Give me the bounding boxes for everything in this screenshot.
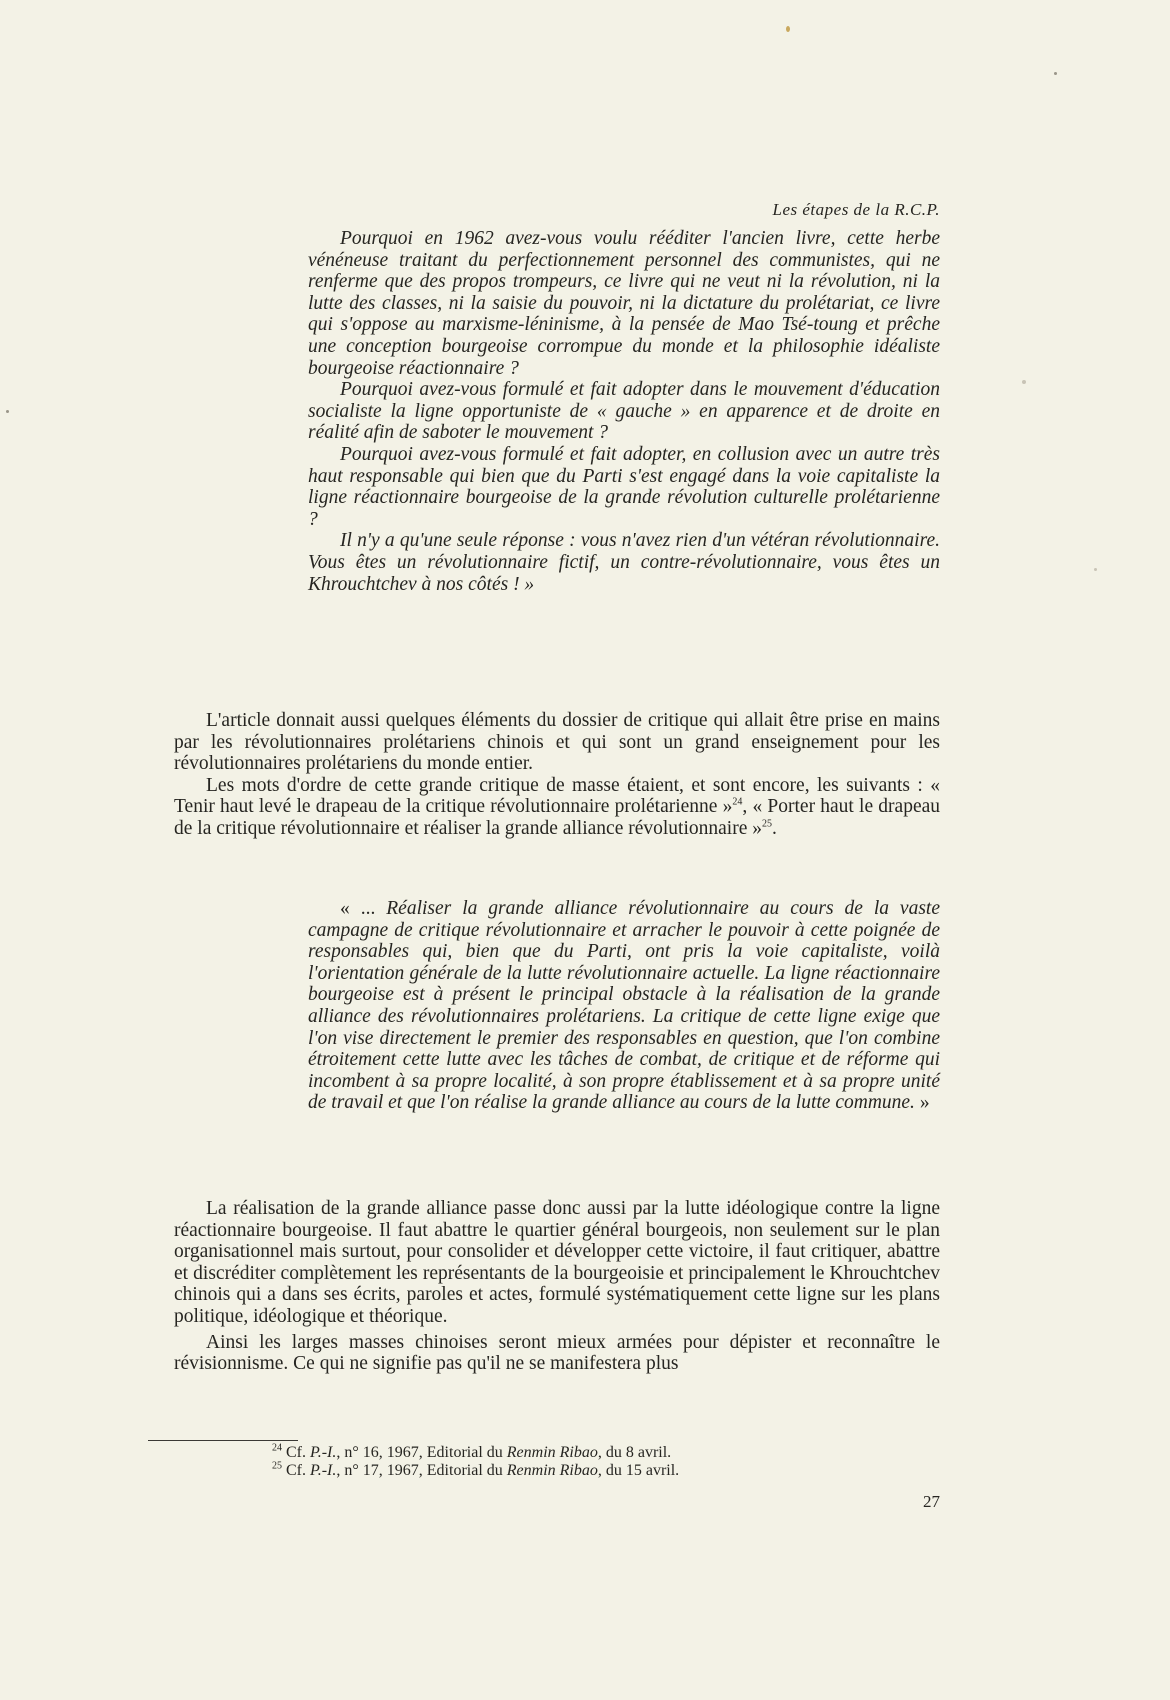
body-paragraph — [174, 775, 940, 840]
paper-speck — [6, 410, 9, 413]
quote-paragraph — [308, 898, 940, 1114]
footnote-paper: Renmin Ribao — [506, 1462, 598, 1479]
body-text-run: , « Porter haut le drapeau de la critique révolutionnaire et réaliser la grande alliance révolutionnaire » — [174, 796, 941, 839]
body-paragraph: L'article donnait aussi quelques éléments du dossier de critique qui allait être prise en mains par les révolutionnaires prolétariens chinois et qui sont un grand enseignement pour les révolutionnaires prolétariens du monde entier. — [174, 710, 940, 775]
body-text-continued — [174, 1198, 940, 1379]
footnote-text: , du 8 avril. — [597, 1444, 672, 1461]
footnote-text: , du 15 avril. — [597, 1462, 680, 1479]
footnote-divider — [148, 1440, 298, 1441]
page-number: 27 — [923, 1492, 940, 1511]
footnote-paper: Renmin Ribao — [506, 1444, 598, 1461]
footnote-ref: 24 — [732, 796, 743, 808]
paper-speck — [1022, 380, 1026, 384]
footnote-25 — [272, 1462, 932, 1480]
footnote-24 — [272, 1444, 932, 1462]
paper-speck — [1094, 568, 1097, 571]
paper-speck — [786, 26, 790, 32]
quote-paragraph: Pourquoi avez-vous formulé et fait adopter, en collusion avec un autre très haut responsable qui bien que du Parti s'est engagé dans la voie capitaliste la ligne réactionnaire bourgeoise de la grande révolution culturelle prolétarienne ? — [308, 443, 940, 530]
body-paragraph: Ainsi les larges masses chinoises seront mieux armées pour dépister et reconnaître le révisionnisme. Ce qui ne signifie pas qu'il ne se manifestera plus — [174, 1331, 940, 1375]
footnotes — [272, 1444, 932, 1480]
running-header: Les étapes de la R.C.P. — [772, 200, 940, 219]
quoted-passage — [308, 228, 940, 595]
quote-paragraph: Pourquoi avez-vous formulé et fait adopter dans le mouvement d'éducation socialiste la ligne opportuniste de « gauche » en apparence et de droite en réalité afin de saboter le mouvement ? — [308, 379, 940, 444]
quote-open: « ... — [340, 898, 387, 919]
footnote-text: Cf. — [282, 1462, 310, 1479]
footnote-source: P.-I. — [310, 1444, 337, 1461]
footnote-source: P.-I. — [310, 1462, 337, 1479]
footnote-ref: 25 — [761, 818, 772, 830]
footnote-text: Cf. — [282, 1444, 310, 1461]
footnote-number: 25 — [272, 1460, 282, 1472]
body-text-run: Les mots d'ordre de cette grande critique de masse étaient, et sont encore, les suivants : « Tenir haut levé le drapeau de la critique révolutionnaire prolétarienne » — [174, 774, 940, 818]
footnote-number: 24 — [272, 1442, 282, 1454]
quote-paragraph: Pourquoi en 1962 avez-vous voulu rééditer l'ancien livre, cette herbe vénéneuse traitant du perfectionnement personnel des communistes, qui ne renferme que des propos trompeurs, ce livre qui ne veut ni la révolution, ni la lutte des classes, ni la saisie du pouvoir, ni la dictature du prolétariat, ce livre qui s'oppose au marxisme-léninisme, à la pensée de Mao Tsé-toung et prêche une conception bourgeoise corrompue du monde et la philosophie idéaliste bourgeoise réactionnaire ? — [308, 228, 940, 379]
footnote-text: , n° 16, 1967, Editorial du — [336, 1444, 507, 1461]
quote-text: Réaliser la grande alliance révolutionnaire au cours de la vaste campagne de critique révolutionnaire et arracher le pouvoir à cette poignée de responsables qui, bien que du Parti, ont pris la voie capitaliste, voilà l'orientation générale de la lutte révolutionnaire actuelle. La ligne réactionnaire bourgeoise est à présent le principal obstacle à la réalisation de la grande alliance des révolutionnaires prolétariens. La critique de cette ligne exige que l'on vise directement le premier des responsables en question, que l'on combine étroitement cette lutte avec les tâches de combat, de critique et de réforme qui incombent à sa propre localité, à son propre établissement et à sa propre unité de travail et que l'on réalise la grande alliance au cours de la lutte commune. — [308, 898, 940, 1114]
body-text-run: . — [771, 817, 777, 839]
paper-speck — [1054, 72, 1057, 75]
footnote-text: , n° 17, 1967, Editorial du — [336, 1462, 507, 1479]
second-quoted-passage — [308, 898, 940, 1114]
body-paragraph: La réalisation de la grande alliance passe donc aussi par la lutte idéologique contre la ligne réactionnaire bourgeoise. Il faut abattre le quartier général bourgeois, non seulement sur le plan organisationnel mais surtout, pour consolider et développer cette victoire, il faut critiquer, abattre et discréditer complètement les représentants de la bourgeoisie et principalement le Khrouchtchev chinois qui a dans ses écrits, paroles et actes, formulé systématiquement cette ligne sur les plans politique, idéologique et théorique. — [174, 1198, 940, 1327]
quote-paragraph: Il n'y a qu'une seule réponse : vous n'avez rien d'un vétéran révolutionnaire. Vous êtes un révolutionnaire fictif, un contre-révolutionnaire, vous êtes un Khrouchtchev à nos côtés ! » — [308, 530, 940, 595]
body-text — [174, 710, 940, 840]
quote-close: » — [914, 1092, 930, 1114]
